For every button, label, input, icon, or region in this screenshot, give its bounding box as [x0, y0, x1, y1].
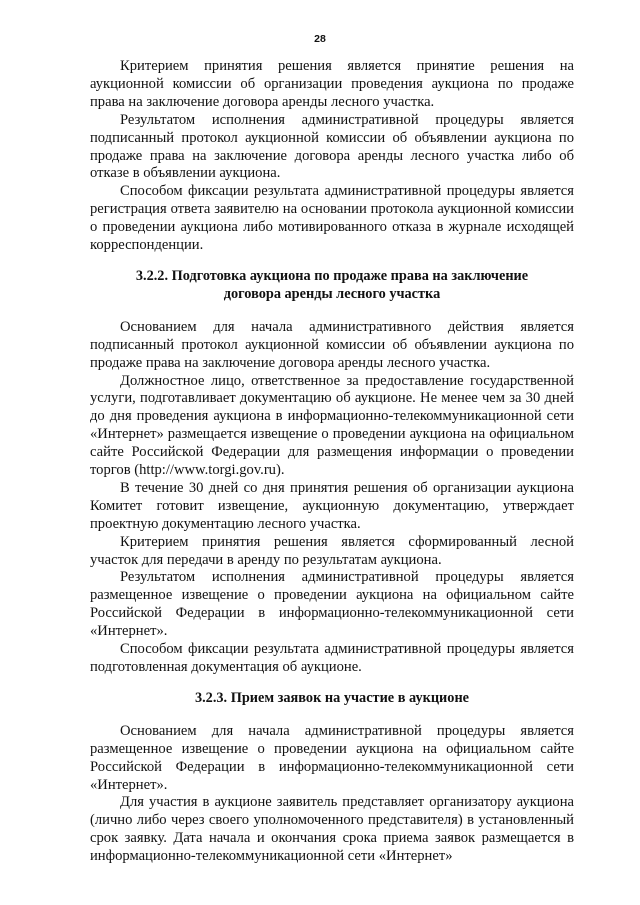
- paragraph: Результатом исполнения административной процедуры является подписанный протокол аукционной комиссии об объявлении аукциона по продаже права на заключение договора аренды лесного участка либо об отказе в объявлении аукциона.: [90, 111, 574, 182]
- paragraph: Основанием для начала административной процедуры является размещенное извещение о проведении аукциона на официальном сайте Российской Федерации в информационно-телекоммуникационной сети «Интернет».: [90, 722, 574, 793]
- paragraph: Основанием для начала административного действия является подписанный протокол аукционной комиссии об объявлении аукциона по продаже права на заключение договора аренды лесного участка.: [90, 318, 574, 371]
- paragraph: Способом фиксации результата административной процедуры является регистрация ответа заявителю на основании протокола аукционной комиссии о проведении аукциона либо мотивированного отказа в журнале исходящей корреспонденции.: [90, 183, 574, 254]
- paragraph: В течение 30 дней со дня принятия решения об организации аукциона Комитет готовит извещение, аукционную документацию, утверждает проектную документацию лесного участка.: [90, 479, 574, 532]
- section-title-line: 3.2.2. Подготовка аукциона по продаже права на заключение: [135, 267, 529, 284]
- paragraph: Результатом исполнения административной процедуры является размещенное извещение о проведении аукциона на официальном сайте Российской Федерации в информационно-телекоммуникационной сети «Интернет».: [90, 569, 574, 640]
- paragraph: Для участия в аукционе заявитель представляет организатору аукциона (лично либо через своего уполномоченного представителя) в установленный срок заявку. Дата начала и окончания срока приема заявок размещается в информационно-телекоммуникационной сети «Интернет»: [90, 794, 574, 865]
- paragraph: Способом фиксации результата административной процедуры является подготовленная документация об аукционе.: [90, 641, 574, 675]
- paragraph: Критерием принятия решения является принятие решения на аукционной комиссии об организации проведения аукциона по продаже права на заключение договора аренды лесного участка.: [90, 58, 574, 110]
- section-heading-3-2-3: 3.2.3. Прием заявок на участие в аукционе: [194, 689, 470, 706]
- section-title-line: договора аренды лесного участка: [223, 285, 441, 302]
- section-heading-3-2-2: [90, 268, 574, 304]
- document-body: [90, 58, 574, 866]
- page-number: 28: [314, 33, 326, 45]
- paragraph: Должностное лицо, ответственное за предоставление государственной услуги, подготавливает документацию об аукционе. Не менее чем за 30 дней до дня проведения аукциона в информационно-телекоммуникационной сети «Интернет» размещается извещение о проведении аукциона на официальном сайте Российской Федерации для размещения информации о проведении торгов (http://www.torgi.gov.ru).: [90, 372, 574, 479]
- paragraph: Критерием принятия решения является сформированный лесной участок для передачи в аренду по результатам аукциона.: [90, 533, 574, 568]
